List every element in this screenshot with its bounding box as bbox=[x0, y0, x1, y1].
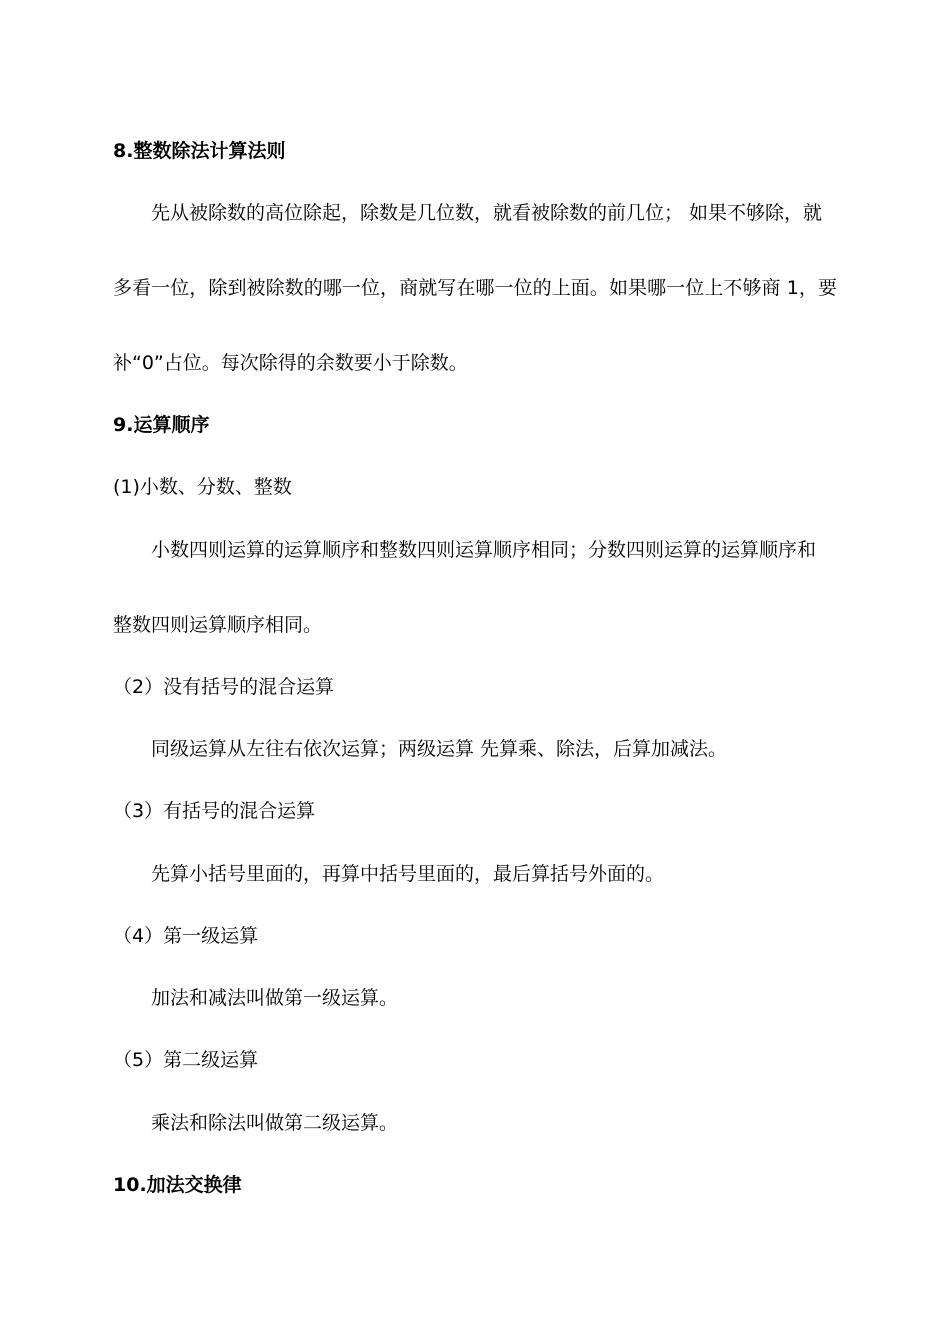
paragraph-line: 先算小括号里面的，再算中括号里面的，最后算括号外面的。 bbox=[151, 863, 665, 885]
section-heading-8: 8.整数除法计算法则 bbox=[113, 140, 286, 162]
subsection-heading: （5）第二级运算 bbox=[113, 1049, 259, 1071]
paragraph-line: 乘法和除法叫做第二级运算。 bbox=[151, 1112, 399, 1134]
paragraph-line: 小数四则运算的运算顺序和整数四则运算顺序相同；分数四则运算的运算顺序和 bbox=[151, 539, 817, 561]
paragraph-line: 先从被除数的高位除起，除数是几位数，就看被除数的前几位； 如果不够除，就 bbox=[151, 202, 823, 224]
paragraph-line: 同级运算从左往右依次运算；两级运算 先算乘、除法，后算加减法。 bbox=[151, 738, 728, 760]
paragraph-line: 补“0”占位。每次除得的余数要小于除数。 bbox=[113, 352, 468, 374]
subsection-heading: （4）第一级运算 bbox=[113, 925, 259, 947]
subsection-heading: (1)小数、分数、整数 bbox=[113, 476, 292, 498]
subsection-heading: （3）有括号的混合运算 bbox=[113, 800, 316, 822]
paragraph-line: 整数四则运算顺序相同。 bbox=[113, 614, 323, 636]
section-heading-9: 9.运算顺序 bbox=[113, 414, 210, 436]
paragraph-line: 加法和减法叫做第一级运算。 bbox=[151, 987, 399, 1009]
subsection-heading: （2）没有括号的混合运算 bbox=[113, 676, 335, 698]
section-heading-10: 10.加法交换律 bbox=[113, 1174, 242, 1196]
paragraph-line: 多看一位，除到被除数的哪一位，商就写在哪一位的上面。如果哪一位上不够商 1，要 bbox=[113, 277, 837, 299]
